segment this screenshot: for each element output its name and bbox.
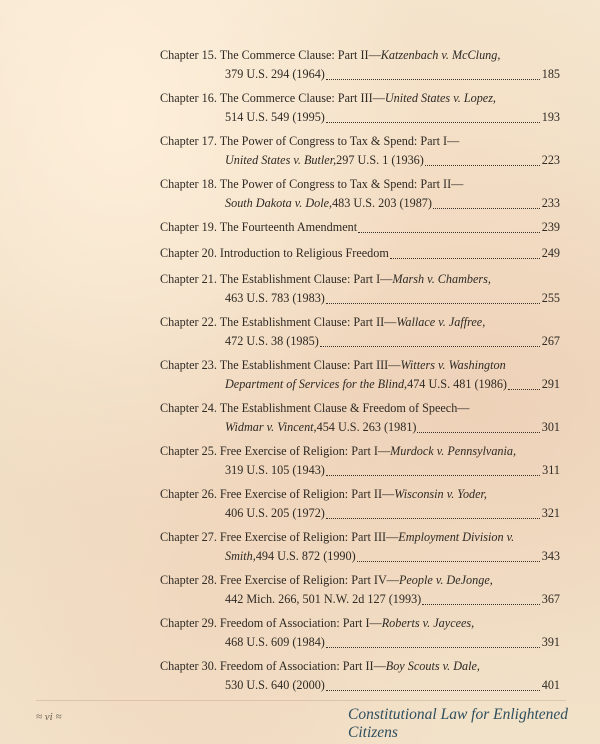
page-number: 321 [541, 506, 560, 520]
page-number: 367 [541, 592, 560, 606]
case-name: Witters v. Washington [400, 358, 506, 372]
toc-entry [160, 175, 560, 218]
leader-dots [422, 604, 539, 605]
leader-dots [508, 389, 540, 390]
case-name: Smith, [225, 549, 256, 563]
leader-dots [433, 208, 540, 209]
citation: 319 U.S. 105 (1943) [225, 463, 325, 477]
page-number: 185 [541, 67, 560, 81]
case-name: Wisconsin v. Yoder, [394, 487, 487, 501]
citation: 463 U.S. 783 (1983) [225, 291, 325, 305]
page-number: 193 [541, 110, 560, 124]
table-of-contents [160, 46, 560, 700]
chapter-title: Chapter 21. The Establishment Clause: Part I— [160, 272, 393, 286]
toc-entry [160, 46, 560, 89]
folio: ≈ vi ≈ [36, 711, 62, 723]
leader-dots [326, 518, 540, 519]
toc-entry [160, 399, 560, 442]
toc-entry [160, 571, 560, 614]
page-number: 233 [541, 196, 560, 210]
toc-entry [160, 442, 560, 485]
page-number: 267 [541, 334, 560, 348]
page-number: 239 [541, 220, 560, 234]
footer-rule [36, 700, 566, 701]
toc-entry [160, 614, 560, 657]
toc-entry [160, 218, 560, 244]
leader-dots [326, 475, 540, 476]
citation: 379 U.S. 294 (1964) [225, 67, 325, 81]
page-number: 291 [541, 377, 560, 391]
toc-entry [160, 89, 560, 132]
case-name: Employment Division v. [398, 530, 515, 544]
toc-entry [160, 132, 560, 175]
chapter-title: Chapter 18. The Power of Congress to Tax & Spend: Part II— [160, 177, 464, 191]
chapter-title: Chapter 17. The Power of Congress to Tax & Spend: Part I— [160, 134, 460, 148]
page-number: 343 [541, 549, 560, 563]
page-number: 301 [541, 420, 560, 434]
page-number: 249 [541, 246, 560, 260]
chapter-title: Chapter 19. The Fourteenth Amendment [160, 220, 358, 234]
leader-dots [358, 232, 540, 233]
toc-entry [160, 313, 560, 356]
page-number: 255 [541, 291, 560, 305]
chapter-title: Chapter 16. The Commerce Clause: Part III— [160, 91, 385, 105]
page-number: 223 [541, 153, 560, 167]
case-name: South Dakota v. Dole, [225, 196, 333, 210]
leader-dots [326, 690, 540, 691]
case-name: Murdock v. Pennsylvania, [390, 444, 517, 458]
toc-entry [160, 244, 560, 270]
citation: 406 U.S. 205 (1972) [225, 506, 325, 520]
chapter-title: Chapter 15. The Commerce Clause: Part II— [160, 48, 381, 62]
leader-dots [326, 122, 540, 123]
case-name: Wallace v. Jaffree, [396, 315, 486, 329]
leader-dots [326, 303, 540, 304]
leader-dots [390, 258, 540, 259]
chapter-title: Chapter 25. Free Exercise of Religion: Part I— [160, 444, 391, 458]
leader-dots [417, 432, 539, 433]
toc-entry [160, 270, 560, 313]
chapter-title: Chapter 23. The Establishment Clause: Part III— [160, 358, 401, 372]
citation: 442 Mich. 266, 501 N.W. 2d 127 (1993) [225, 592, 422, 606]
citation: 454 U.S. 263 (1981) [316, 420, 417, 434]
page-number: 391 [541, 635, 560, 649]
case-name: United States v. Butler, [225, 153, 337, 167]
citation: 483 U.S. 203 (1987) [332, 196, 432, 210]
case-name: Katzenbach v. McClung, [380, 48, 501, 62]
citation: 494 U.S. 872 (1990) [255, 549, 356, 563]
toc-entry [160, 657, 560, 700]
case-name: People v. DeJonge, [398, 573, 493, 587]
leader-dots [326, 647, 540, 648]
leader-dots [320, 346, 540, 347]
page-number: 311 [542, 463, 560, 477]
citation: 468 U.S. 609 (1984) [225, 635, 325, 649]
citation: 530 U.S. 640 (2000) [225, 678, 325, 692]
chapter-title: Chapter 30. Freedom of Association: Part II— [160, 659, 386, 673]
chapter-title: Chapter 29. Freedom of Association: Part I— [160, 616, 382, 630]
citation: 472 U.S. 38 (1985) [225, 334, 319, 348]
chapter-title: Chapter 20. Introduction to Religious Freedom [160, 246, 389, 260]
leader-dots [425, 165, 540, 166]
case-name: Roberts v. Jaycees, [381, 616, 475, 630]
citation: 297 U.S. 1 (1936) [336, 153, 424, 167]
case-name: Marsh v. Chambers, [392, 272, 491, 286]
chapter-title: Chapter 27. Free Exercise of Religion: Part III— [160, 530, 399, 544]
case-name: Widmar v. Vincent, [225, 420, 317, 434]
toc-entry [160, 485, 560, 528]
case-name: United States v. Lopez, [384, 91, 496, 105]
chapter-title: Chapter 26. Free Exercise of Religion: Part II— [160, 487, 395, 501]
page-label: vi [44, 711, 53, 723]
toc-entry [160, 528, 560, 571]
running-footer-title: Constitutional Law for Enlightened Citizens [348, 706, 569, 741]
chapter-title: Chapter 28. Free Exercise of Religion: Part IV— [160, 573, 399, 587]
citation: 474 U.S. 481 (1986) [407, 377, 507, 391]
page-number: 401 [541, 678, 560, 692]
case-name: Department of Services for the Blind, [225, 377, 408, 391]
leader-dots [326, 79, 540, 80]
citation: 514 U.S. 549 (1995) [225, 110, 325, 124]
case-name: Boy Scouts v. Dale, [385, 659, 480, 673]
chapter-title: Chapter 24. The Establishment Clause & Freedom of Speech— [160, 401, 470, 415]
toc-entry [160, 356, 560, 399]
chapter-title: Chapter 22. The Establishment Clause: Part II— [160, 315, 397, 329]
leader-dots [357, 561, 540, 562]
